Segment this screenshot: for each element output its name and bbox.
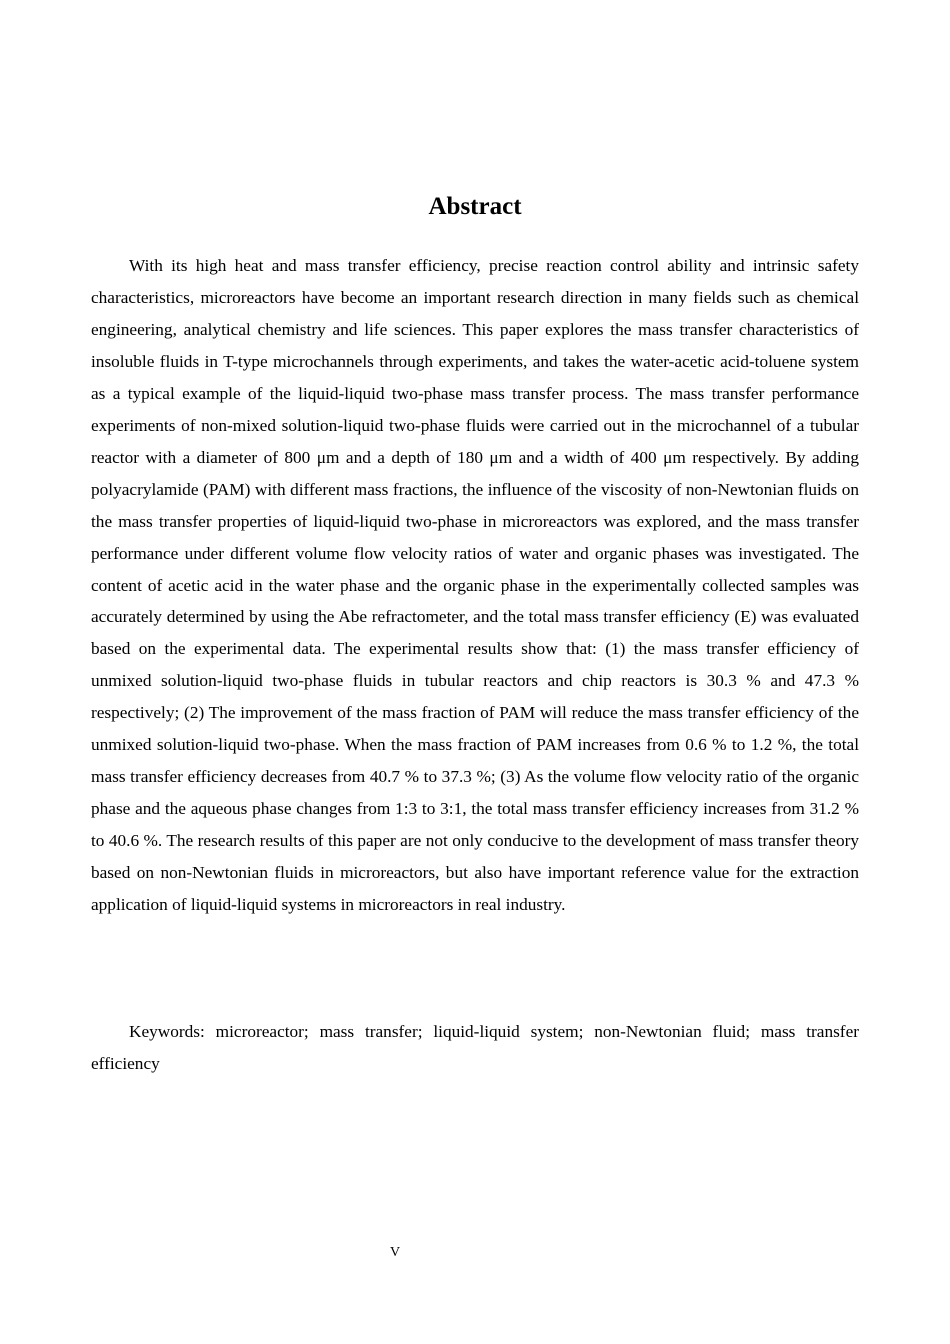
page-number: V (389, 1245, 401, 1260)
abstract-title: Abstract (428, 193, 522, 220)
abstract-body: With its high heat and mass transfer efficiency, precise reaction control ability and intrinsic safety characteristics, microreactors have become an important research direction in many fields such as chemical engineering, analytical chemistry and life sciences. This paper explores the mass transfer characteristics of insoluble fluids in T-type microchannels through experiments, and takes the water-acetic acid-toluene system as a typical example of the liquid-liquid two-phase mass transfer process. The mass transfer performance experiments of non-mixed solution-liquid two-phase fluids were carried out in the microchannel of a tubular reactor with a diameter of 800 μm and a depth of 180 μm and a width of 400 μm respectively. By adding polyacrylamide (PAM) with different mass fractions, the influence of the viscosity of non-Newtonian fluids on the mass transfer properties of liquid-liquid two-phase in microreactors was explored, and the mass transfer performance under different volume flow velocity ratios of water and organic phases was investigated. The content of acetic acid in the water phase and the organic phase in the experimentally collected samples was accurately determined by using the Abe refractometer, and the total mass transfer efficiency (E) was evaluated based on the experimental data. The experimental results show that: (1) the mass transfer efficiency of unmixed solution-liquid two-phase fluids in tubular reactors and chip reactors is 30.3 % and 47.3 % respectively; (2) The improvement of the mass fraction of PAM will reduce the mass transfer efficiency of the unmixed solution-liquid two-phase. When the mass fraction of PAM increases from 0.6 % to 1.2 %, the total mass transfer efficiency decreases from 40.7 % to 37.3 %; (3) As the volume flow velocity ratio of the organic phase and the aqueous phase changes from 1:3 to 3:1, the total mass transfer efficiency increases from 31.2 % to 40.6 %. The research results of this paper are not only conducive to the development of mass transfer theory based on non-Newtonian fluids in microreactors, but also have important reference value for the extraction application of liquid-liquid systems in microreactors in real industry. (91, 256, 859, 915)
keywords-paragraph: Keywords: microreactor; mass transfer; liquid-liquid system; non-Newtonian fluid; mass transfer efficiency (91, 1022, 859, 1073)
